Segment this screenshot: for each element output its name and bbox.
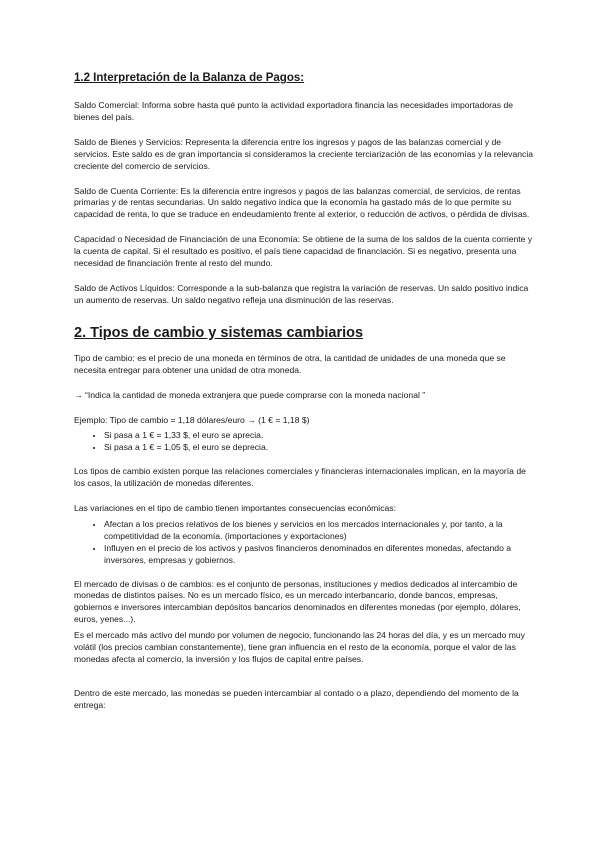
paragraph-mercado-divisas: El mercado de divisas o de cambios: es el conjunto de personas, instituciones y medios dedicados al intercambio de monedas de distintos países. No es un mercado físico, es un mercado interbancario, donde bancos, empresas, gobiernos e inversores intercambian depósitos bancarios denominados en diferentes monedas (por ejemplo, dólares, euros, yenes...).	[74, 578, 521, 625]
paragraph-definicion-tipo-cambio: Tipo de cambio: es el precio de una moneda en términos de otra, la cantidad de unidades de una moneda que se necesita entregar para obtener una unidad de otra moneda.	[74, 352, 506, 375]
paragraph-quote: → “Indica la cantidad de moneda extranjera que puede comprarse con la moneda nacional ”	[74, 389, 426, 400]
list-item: • Influyen en el precio de los activos y pasivos financieros denominados en diferentes monedas, afectando a inversores, empresas y gobiernos.	[104, 543, 534, 567]
section-heading-tipos-cambio: 2. Tipos de cambio y sistemas cambiarios	[74, 324, 364, 341]
example-bullet-list	[74, 430, 534, 454]
list-item: • Si pasa a 1 € = 1,33 $, el euro se aprecia.	[104, 430, 534, 442]
paragraph-contado-plazo: Dentro de este mercado, las monedas se pueden intercambiar al contado o a plazo, dependiendo del momento de la entrega:	[74, 687, 519, 710]
page-content	[74, 72, 534, 725]
paragraph-mercado-activo: Es el mercado más activo del mundo por volumen de negocio, funcionando las 24 horas del día, y es un mercado muy volátil (los precios cambian constantemente), tiene gran influencia en el resto de la economía, porque el valor de las monedas afecta al comercio, la inversión y los flujos de capital entre países.	[74, 630, 525, 664]
list-item: • Si pasa a 1 € = 1,05 $, el euro se deprecia.	[104, 442, 534, 454]
paragraph-capacidad-financiacion: Capacidad o Necesidad de Financiación de una Economía: Se obtiene de la suma de los saldos de la cuenta corriente y la cuenta de capital. Si el resultado es positivo, el país tiene capacidad de financiación. Si es negativo, presenta una necesidad de financiación frente al resto del mundo.	[74, 234, 533, 269]
paragraph-variaciones: Las variaciones en el tipo de cambio tienen importantes consecuencias económicas:	[74, 503, 396, 514]
list-item: • Afectan a los precios relativos de los bienes y servicios en los mercados internacionales y, por tanto, a la competitividad de la economía. (importaciones y exportaciones)	[104, 519, 534, 543]
consequence-bullet-list	[74, 519, 534, 567]
paragraph-saldo-comercial: Saldo Comercial: Informa sobre hasta qué punto la actividad exportadora financia las necesidades importadoras de bienes del país.	[74, 100, 514, 122]
paragraph-saldo-activos-liquidos: Saldo de Activos Líquidos: Corresponde a la sub-balanza que registra la variación de reservas. Un saldo positivo indica un aumento de reservas. Un saldo negativo refleja una disminución de las reservas.	[74, 282, 529, 305]
paragraph-ejemplo: Ejemplo: Tipo de cambio = 1,18 dólares/euro → (1 € = 1,18 $)	[74, 414, 310, 425]
paragraph-saldo-cuenta-corriente: Saldo de Cuenta Corriente: Es la diferencia entre ingresos y pagos de las balanzas comercial, de servicios, de rentas primarias y de rentas secundarias. Un saldo negativo indica que la economía ha gastado más de lo que permite su capacidad de renta, lo que se traduce en endeudamiento frente al exterior, o reducción de activos, o pérdida de divisas.	[74, 185, 530, 220]
paragraph-saldo-bienes-servicios: Saldo de Bienes y Servicios: Representa la diferencia entre los ingresos y pagos de las balanzas comercial y de servicios. Este saldo es de gran importancia si consideramos la creciente terciarización de las economías y la relevancia creciente del comercio de servicios.	[74, 136, 534, 171]
section-heading-balanza: 1.2 Interpretación de la Balanza de Pagos:	[74, 72, 305, 84]
paragraph-por-que-existen: Los tipos de cambio existen porque las relaciones comerciales y financieras internacionales implican, en la mayoría de los casos, la utilización de monedas diferentes.	[74, 466, 526, 489]
